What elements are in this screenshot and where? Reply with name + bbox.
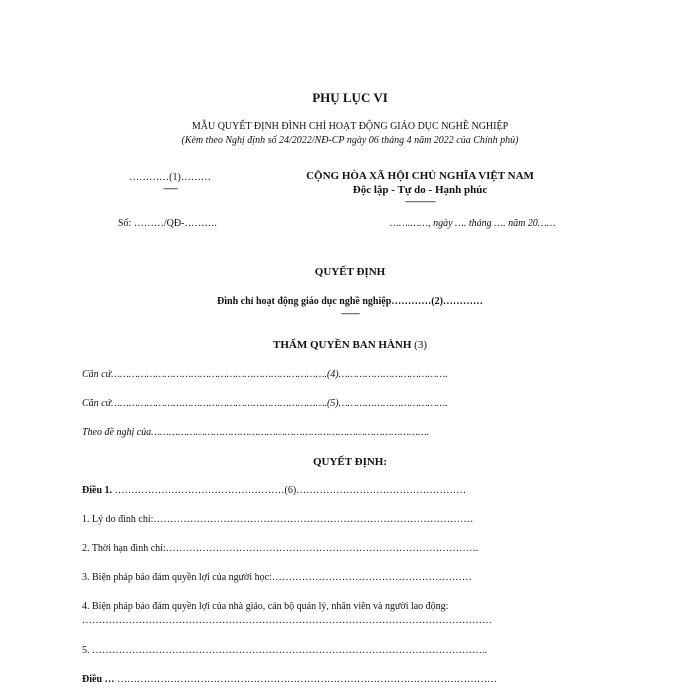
list-item: 4. Biện pháp bảo đảm quyền lợi của nhà giáo, cán bộ quản lý, nhân viên và người lao động: bbox=[82, 601, 449, 612]
appendix-title: PHỤ LỤC VI bbox=[312, 90, 388, 105]
date-place: …….……, ngày …. tháng …. năm 20…… bbox=[390, 218, 556, 229]
proposal-line: Theo đề nghị của…………………………………………………………………………………. bbox=[82, 427, 430, 438]
list-item: 1. Lý do đình chỉ:…………………………………………………………………………………… bbox=[82, 514, 474, 525]
article-1-text: ……………………………………………(6)…………………………………………… bbox=[112, 485, 467, 496]
motto-underline: --------------- bbox=[405, 196, 435, 206]
document-number: Số: ………/QĐ-………. bbox=[118, 218, 217, 229]
article-1 bbox=[82, 485, 466, 496]
decision-title: QUYẾT ĐỊNH bbox=[314, 266, 386, 278]
list-item: 3. Biện pháp bảo đảm quyền lợi của người học:…………………………………………………… bbox=[82, 572, 472, 583]
basis-line: Căn cứ……………………………………………………………….(5)………………………………. bbox=[82, 398, 448, 409]
agency-name: …………(1)……… bbox=[129, 172, 211, 183]
form-subtitle: MẪU QUYẾT ĐỊNH ĐÌNH CHỈ HOẠT ĐỘNG GIÁO DỤC NGHỀ NGHIỆP bbox=[191, 121, 509, 132]
article-1-label: Điều 1. bbox=[82, 485, 112, 496]
list-item-continuation: …………………………………………………………………………………………………………… bbox=[82, 615, 492, 626]
decision-underline: --------- bbox=[341, 308, 359, 318]
decision-subtitle: Đình chỉ hoạt động giáo dục nghề nghiệp…………(2)………… bbox=[217, 296, 483, 307]
list-item: 2. Thời hạn đình chỉ:…………………………………………………………………………………. bbox=[82, 543, 479, 554]
authority-label: THẨM QUYỀN BAN HÀNH bbox=[273, 339, 412, 351]
basis-line: Căn cứ……………………………………………………………….(4)………………………………. bbox=[82, 369, 448, 380]
nation-name: CỘNG HÒA XÃ HỘI CHỦ NGHĨA VIỆT NAM bbox=[306, 170, 534, 182]
attachment-note: (Kèm theo Nghị định số 24/2022/NĐ-CP ngày 06 tháng 4 năm 2022 của Chính phủ) bbox=[181, 135, 519, 146]
article-n-label: Điều … bbox=[82, 674, 115, 685]
list-item: 5. ……………………………………………………………………………………………………….. bbox=[82, 645, 487, 656]
article-n-text: …………………………………………………………………………………………………… bbox=[114, 674, 497, 685]
authority-note: (3) bbox=[411, 339, 427, 351]
article-n bbox=[82, 674, 497, 685]
issuing-authority bbox=[0, 339, 700, 351]
nation-motto: Độc lập - Tự do - Hạnh phúc bbox=[352, 184, 488, 196]
agency-underline: ------- bbox=[163, 183, 177, 193]
decides-heading: QUYẾT ĐỊNH: bbox=[312, 456, 388, 468]
